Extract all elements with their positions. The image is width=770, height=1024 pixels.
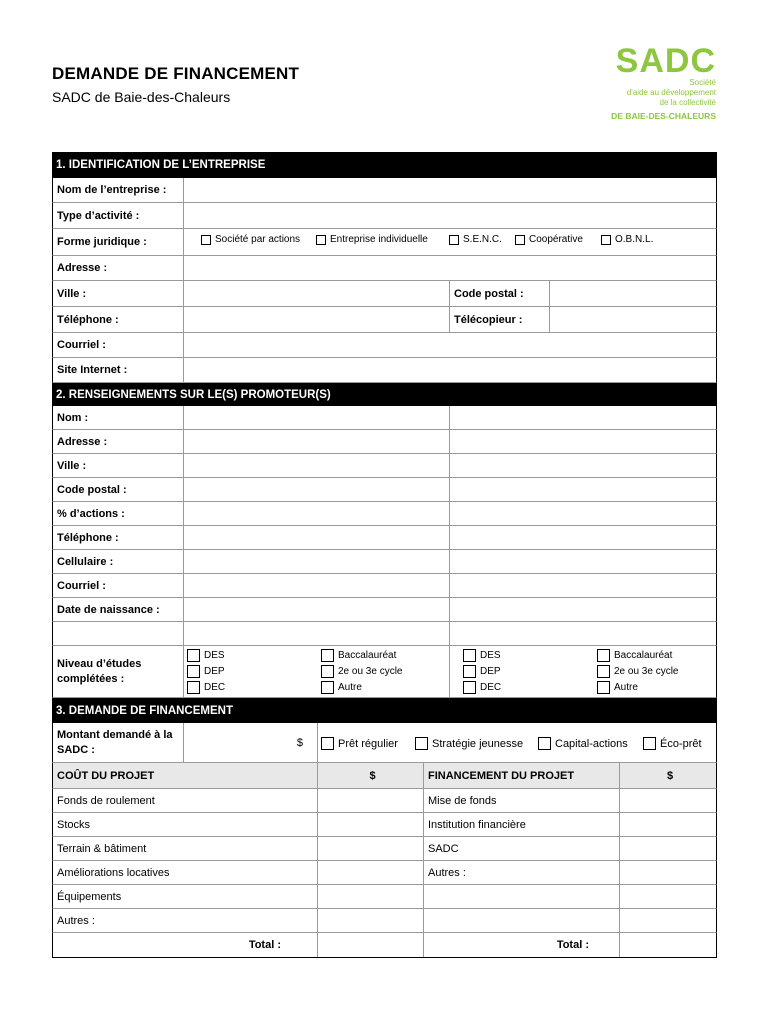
label-niveau-etudes (53, 646, 183, 697)
promoteur-1-input[interactable] (183, 598, 449, 621)
option-label: DES (480, 650, 501, 661)
cout-total-label: Total : (248, 939, 281, 951)
label-montant (53, 723, 183, 762)
niveau-line-2: complétées : (57, 672, 125, 685)
option-label: Baccalauréat (338, 650, 397, 661)
section-2-header: 2. RENSEIGNEMENTS SUR LE(S) PROMOTEUR(S) (52, 383, 717, 406)
row-forme-juridique (52, 229, 717, 256)
promoteur-2-input[interactable] (449, 454, 716, 477)
input-site-internet[interactable] (183, 358, 716, 382)
option-senc[interactable] (449, 234, 502, 245)
niveau-line-1: Niveau d’études (57, 657, 142, 670)
promoteur-label: Courriel : (57, 579, 106, 592)
financement-total-label: Total : (423, 933, 619, 957)
option-label: S.E.N.C. (463, 234, 502, 245)
checkbox-icon[interactable] (597, 681, 610, 694)
promoteur-row-blank (52, 622, 717, 646)
logo-line-2: d'aide au développement (626, 88, 716, 97)
cout-item: Fonds de roulement (57, 794, 155, 807)
option-obnl[interactable] (601, 234, 653, 245)
option-societe-par-actions[interactable] (201, 234, 300, 245)
input-nom-entreprise[interactable] (183, 178, 716, 202)
option-label: Entreprise individuelle (330, 234, 428, 245)
promoteur-label: Date de naissance : (57, 603, 160, 616)
section-3-header: 3. DEMANDE DE FINANCEMENT (52, 698, 717, 723)
label-adresse: Adresse : (57, 262, 108, 274)
label-nom-entreprise: Nom de l’entreprise : (57, 184, 167, 196)
label-forme-juridique: Forme juridique : (57, 236, 147, 248)
financement-total-input[interactable] (619, 933, 716, 957)
etudes-1-cycle[interactable] (321, 665, 403, 678)
option-label: DEP (204, 666, 225, 677)
financement-item: Institution financière (423, 813, 619, 836)
promoteur-row (52, 478, 717, 502)
promoteur-row (52, 574, 717, 598)
etudes-1-autre[interactable] (321, 681, 362, 694)
checkbox-icon[interactable] (316, 235, 326, 245)
cout-amount-input[interactable] (317, 909, 423, 932)
option-label: 2e ou 3e cycle (614, 666, 679, 677)
label-type-activite: Type d’activité : (57, 209, 140, 222)
label-telecopieur: Télécopieur : (449, 307, 549, 332)
option-label: DEC (480, 682, 502, 693)
row-site-internet (52, 358, 717, 383)
financement-amount-input[interactable] (619, 837, 716, 860)
checkbox-icon[interactable] (449, 235, 459, 245)
etudes-1-dep[interactable] (187, 665, 225, 678)
section-1-header: 1. IDENTIFICATION DE L’ENTREPRISE (52, 152, 717, 178)
logo-line-3: de la collectivité (659, 98, 716, 107)
promoteur-2-input[interactable] (449, 622, 716, 645)
label-code-postal: Code postal : (449, 281, 549, 306)
promoteur-label: Cellulaire : (57, 555, 114, 568)
checkbox-icon[interactable] (187, 649, 200, 662)
option-label: Baccalauréat (614, 650, 673, 661)
option-pret-regulier[interactable] (321, 737, 398, 750)
checkbox-icon[interactable] (321, 737, 334, 750)
financement-item (423, 885, 619, 908)
option-capital-actions[interactable] (538, 737, 628, 750)
cout-amount-input[interactable] (317, 885, 423, 908)
label-ville: Ville : (57, 287, 87, 300)
promoteur-row (52, 598, 717, 622)
financement-amount-input[interactable] (619, 861, 716, 884)
option-label: 2e ou 3e cycle (338, 666, 403, 677)
promoteur-1-input[interactable] (183, 454, 449, 477)
cout-item: Terrain & bâtiment (57, 842, 147, 855)
promoteur-row (52, 502, 717, 526)
promoteur-1-input[interactable] (183, 430, 449, 453)
option-entreprise-individuelle[interactable] (316, 234, 428, 245)
option-label: Autre (614, 682, 638, 693)
promoteur-2-input[interactable] (449, 574, 716, 597)
montant-line-1: Montant demandé à la (57, 728, 173, 741)
checkbox-icon[interactable] (538, 737, 551, 750)
promoteur-2-input[interactable] (449, 502, 716, 525)
etudes-2-dec[interactable] (463, 681, 501, 694)
row-ville (52, 281, 717, 307)
budget-row (52, 813, 717, 837)
promoteur-2-input[interactable] (449, 406, 716, 429)
financement-item: Autres : (423, 861, 619, 884)
financement-amount-input[interactable] (619, 813, 716, 836)
logo-line-4: DE BAIE-DES-CHALEURS (611, 111, 716, 121)
promoteur-label: Nom : (57, 411, 89, 424)
cout-item: Équipements (57, 890, 122, 903)
promoteur-row (52, 430, 717, 454)
input-ville[interactable] (183, 281, 449, 306)
checkbox-icon[interactable] (463, 649, 476, 662)
row-total (52, 933, 717, 958)
etudes-1-bac[interactable] (321, 649, 396, 662)
label-site-internet: Site Internet : (57, 364, 128, 376)
financement-amount-input[interactable] (619, 885, 716, 908)
budget-row (52, 909, 717, 933)
logo-text: SADC (615, 42, 716, 80)
checkbox-icon[interactable] (321, 649, 334, 662)
promoteur-2-input[interactable] (449, 550, 716, 573)
financement-dollar-header: $ (619, 763, 716, 788)
option-label: Capital-actions (555, 737, 628, 750)
budget-row (52, 861, 717, 885)
input-adresse[interactable] (183, 256, 716, 280)
checkbox-icon[interactable] (187, 681, 200, 694)
promoteur-1-input[interactable] (183, 550, 449, 573)
option-cooperative[interactable] (515, 234, 583, 245)
row-montant (52, 723, 717, 763)
promoteur-row (52, 454, 717, 478)
input-montant[interactable] (183, 723, 317, 762)
financement-item: SADC (423, 837, 619, 860)
checkbox-icon[interactable] (601, 235, 611, 245)
blank-label (53, 622, 183, 645)
checkbox-icon[interactable] (187, 665, 200, 678)
financement-amount-input[interactable] (619, 909, 716, 932)
checkbox-icon[interactable] (597, 649, 610, 662)
promoteur-1-input[interactable] (183, 622, 449, 645)
promoteur-1-input[interactable] (183, 526, 449, 549)
option-label: Stratégie jeunesse (432, 737, 524, 750)
promoteur-label: Adresse : (57, 435, 108, 448)
option-label: Autre (338, 682, 362, 693)
row-courriel (52, 333, 717, 358)
input-courriel[interactable] (183, 333, 716, 357)
input-code-postal[interactable] (549, 281, 716, 306)
promoteur-label: Code postal : (57, 483, 127, 496)
option-label: Société par actions (215, 234, 301, 245)
option-label: Prêt régulier (338, 737, 398, 750)
cout-amount-input[interactable] (317, 813, 423, 836)
cout-item: Stocks (57, 818, 91, 831)
row-telephone (52, 307, 717, 333)
checkbox-icon[interactable] (463, 681, 476, 694)
cout-total-input[interactable] (317, 933, 423, 957)
option-label: O.B.N.L. (615, 234, 654, 245)
row-niveau-etudes (52, 646, 717, 698)
checkbox-icon[interactable] (597, 665, 610, 678)
etudes-2-des[interactable] (463, 649, 501, 662)
option-strategie-jeunesse[interactable] (415, 737, 523, 750)
checkbox-icon[interactable] (463, 665, 476, 678)
promoteur-1-input[interactable] (183, 478, 449, 501)
etudes-2-autre[interactable] (597, 681, 638, 694)
cout-header: COÛT DU PROJET (57, 769, 155, 782)
checkbox-icon[interactable] (321, 665, 334, 678)
promoteur-1-input[interactable] (183, 406, 449, 429)
budget-row (52, 885, 717, 909)
montant-line-2: SADC : (57, 743, 95, 756)
checkbox-icon[interactable] (643, 737, 656, 750)
budget-row (52, 789, 717, 813)
etudes-2-bac[interactable] (597, 649, 672, 662)
promoteur-2-input[interactable] (449, 598, 716, 621)
page-subtitle: SADC de Baie-des-Chaleurs (52, 89, 231, 105)
promoteur-1-input[interactable] (183, 574, 449, 597)
option-label: DES (204, 650, 225, 661)
promoteur-row (52, 406, 717, 430)
promoteur-2-input[interactable] (449, 526, 716, 549)
cout-amount-input[interactable] (317, 789, 423, 812)
row-type-activite (52, 203, 717, 229)
promoteur-1-input[interactable] (183, 502, 449, 525)
logo-line-1: Société (689, 78, 716, 87)
financement-header: FINANCEMENT DU PROJET (423, 763, 619, 788)
cout-amount-input[interactable] (317, 837, 423, 860)
checkbox-icon[interactable] (201, 235, 211, 245)
row-adresse (52, 256, 717, 281)
etudes-2-cycle[interactable] (597, 665, 679, 678)
row-budget-header (52, 763, 717, 789)
input-telephone[interactable] (183, 307, 449, 332)
option-label: DEP (480, 666, 501, 677)
promoteur-2-input[interactable] (449, 478, 716, 501)
etudes-1-des[interactable] (187, 649, 225, 662)
option-eco-pret[interactable] (643, 737, 702, 750)
row-nom-entreprise (52, 178, 717, 203)
promoteur-2-input[interactable] (449, 430, 716, 453)
promoteur-row (52, 550, 717, 574)
cout-dollar-header: $ (317, 763, 423, 788)
option-label: DEC (204, 682, 226, 693)
financement-item (423, 909, 619, 932)
promoteur-label: Ville : (57, 459, 87, 472)
checkbox-icon[interactable] (515, 235, 525, 245)
page-title: DEMANDE DE FINANCEMENT (52, 64, 300, 83)
label-courriel: Courriel : (57, 339, 106, 351)
financement-item: Mise de fonds (423, 789, 619, 812)
financement-amount-input[interactable] (619, 789, 716, 812)
dollar-sign: $ (296, 736, 303, 749)
budget-row (52, 837, 717, 861)
cout-item: Améliorations locatives (57, 866, 170, 879)
cout-item: Autres : (57, 914, 95, 927)
promoteur-label: Téléphone : (57, 531, 119, 544)
option-label: Éco-prêt (660, 737, 702, 750)
etudes-1-dec[interactable] (187, 681, 225, 694)
option-label: Coopérative (529, 234, 583, 245)
input-type-activite[interactable] (183, 203, 716, 228)
sadc-logo (604, 44, 716, 130)
etudes-2-dep[interactable] (463, 665, 501, 678)
promoteur-label: % d’actions : (57, 507, 125, 520)
input-telecopieur[interactable] (549, 307, 716, 332)
promoteur-row (52, 526, 717, 550)
cout-amount-input[interactable] (317, 861, 423, 884)
checkbox-icon[interactable] (415, 737, 428, 750)
label-telephone: Téléphone : (57, 313, 119, 326)
checkbox-icon[interactable] (321, 681, 334, 694)
